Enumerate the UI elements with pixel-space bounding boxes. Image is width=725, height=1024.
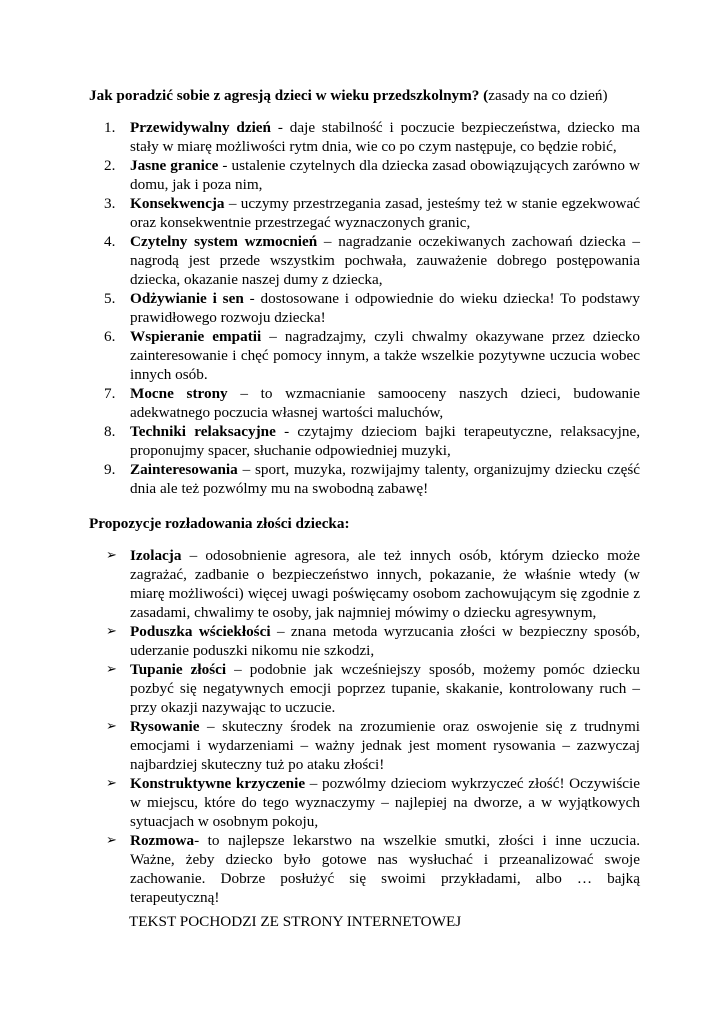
rule-text: – sport, muzyka, rozwijajmy talenty, organizujmy dziecku część dnia ale też pozwólmy mu na swobodną zabawę! [130, 461, 640, 497]
rule-item [104, 384, 640, 422]
arrow-bullet-icon: ➢ [106, 719, 117, 734]
page-title [89, 86, 649, 105]
section-title-proposals: Propozycje rozładowania złości dziecka: [89, 515, 350, 532]
arrow-bullet-icon: ➢ [106, 776, 117, 791]
proposal-text: – znana metoda wyrzucania złości w bezpieczny sposób, uderzanie poduszki nikomu nie szkodzi, [130, 623, 640, 659]
arrow-bullet-icon: ➢ [106, 624, 117, 639]
rule-text: – nagradzanie oczekiwanych zachowań dziecka – nagrodą jest przede wszystkim pochwała, zauważenie dobrego postępowania dziecka, okazanie naszej dumy z dziecka, [130, 233, 640, 288]
rule-text: - czytajmy dzieciom bajki terapeutyczne, relaksacyjne, proponujmy spacer, słuchanie odpowiedniej muzyki, [130, 423, 641, 459]
title-bold: Jak poradzić sobie z agresją dzieci w wieku przedszkolnym? ( [89, 87, 489, 104]
arrow-bullet-icon: ➢ [106, 833, 117, 848]
rule-text: – to wzmacnianie samooceny naszych dzieci, budowanie adekwatnego poczucia własnej wartości maluchów, [130, 385, 640, 421]
rule-term: Czytelny system wzmocnień [130, 233, 318, 250]
proposal-item [106, 717, 640, 774]
proposal-term: Poduszka wściekłości [130, 623, 271, 640]
rule-term: Konsekwencja [130, 195, 225, 212]
rule-text: - dostosowane i odpowiednie do wieku dziecka! To podstawy prawidłowego rozwoju dziecka! [130, 290, 640, 326]
rule-item [104, 460, 640, 498]
rule-term: Wspieranie empatii [130, 328, 262, 345]
rule-number: 1. [104, 119, 116, 136]
rule-number: 5. [104, 290, 116, 307]
proposal-term: Izolacja [130, 547, 182, 564]
rule-text: - daje stabilność i poczucie bezpieczeństwa, dziecko ma stały w miarę możliwości rytm dnia, wie co po czym następuje, co będzie robić, [130, 119, 640, 155]
proposal-item [106, 660, 640, 717]
rule-number: 2. [104, 157, 116, 174]
rules-list [104, 118, 640, 498]
rule-term: Techniki relaksacyjne [130, 423, 276, 440]
rule-text: - ustalenie czytelnych dla dziecka zasad obowiązujących zarówno w domu, jak i poza nim, [130, 157, 640, 193]
proposal-text: - to najlepsze lekarstwo na wszelkie smutki, złości i inne uczucia. Ważne, żeby dziecko było gotowe nas wysłuchać i przeanalizować swoje zachowanie. Dobrze posłużyć się swoimi przykładami, albo … bajką terapeutyczną! [130, 832, 640, 906]
proposal-item [106, 831, 640, 907]
rule-text: – uczymy przestrzegania zasad, jesteśmy też w stanie egzekwować oraz konsekwentnie przestrzegać wyznaczonych granic, [130, 195, 640, 231]
rule-item [104, 422, 640, 460]
footer-source-note: TEKST POCHODZI ZE STRONY INTERNETOWEJ [129, 913, 462, 930]
rule-item [104, 118, 640, 156]
arrow-bullet-icon: ➢ [106, 548, 117, 563]
arrow-bullet-icon: ➢ [106, 662, 117, 677]
proposal-item [106, 622, 640, 660]
rule-number: 3. [104, 195, 116, 212]
rule-number: 4. [104, 233, 116, 250]
rule-text: – nagradzajmy, czyli chwalmy okazywane przez dziecko zainteresowanie i chęć pomocy innym, a także wszelkie pozytywne uczucia wobec innych osób. [130, 328, 640, 383]
rule-term: Odżywianie i sen [130, 290, 244, 307]
proposal-text: – pozwólmy dzieciom wykrzyczeć złość! Oczywiście w miejscu, które do tego wyznaczymy – najlepiej na dworze, a w wyjątkowych sytuacjach w osobnym pokoju, [130, 775, 640, 830]
proposal-text: – skuteczny środek na zrozumienie oraz oswojenie się z trudnymi emocjami i wydarzeniami – ważny jednak jest moment rysowania – zazwyczaj najbardziej skuteczny tuż po ataku złości! [130, 718, 640, 773]
proposal-term: Tupanie złości [130, 661, 227, 678]
rule-term: Mocne strony [130, 385, 228, 402]
rule-term: Przewidywalny dzień [130, 119, 271, 136]
proposal-text: – odosobnienie agresora, ale też innych osób, którym dziecko może zagrażać, zadbanie o bezpieczeństwo innych, pokazanie, że właśnie wtedy (w miarę możliwości) więcej uwagi poświęcamy osobom zachowującym się zgodnie z zasadami, chwalimy te osoby, jak najmniej mówimy o dziecku agresywnym, [130, 547, 640, 621]
proposal-term: Rozmowa [130, 832, 195, 849]
rule-item [104, 194, 640, 232]
title-normal: zasady na co dzień) [488, 87, 608, 104]
rule-item [104, 289, 640, 327]
rule-item [104, 232, 640, 289]
rule-number: 9. [104, 461, 116, 478]
rule-item [104, 156, 640, 194]
proposal-term: Konstruktywne krzyczenie [130, 775, 306, 792]
proposal-item [106, 546, 640, 622]
rule-term: Zainteresowania [130, 461, 238, 478]
rule-item [104, 327, 640, 384]
rule-number: 7. [104, 385, 116, 402]
rule-term: Jasne granice [130, 157, 219, 174]
proposal-text: – podobnie jak wcześniejszy sposób, możemy pomóc dziecku pozbyć się negatywnych emocji poprzez tupanie, skakanie, kontrolowany ruch – przy okazji nazywając to uczucie. [130, 661, 640, 716]
rule-number: 6. [104, 328, 116, 345]
rule-number: 8. [104, 423, 116, 440]
proposals-list [106, 546, 640, 907]
proposal-term: Rysowanie [130, 718, 200, 735]
proposal-item [106, 774, 640, 831]
